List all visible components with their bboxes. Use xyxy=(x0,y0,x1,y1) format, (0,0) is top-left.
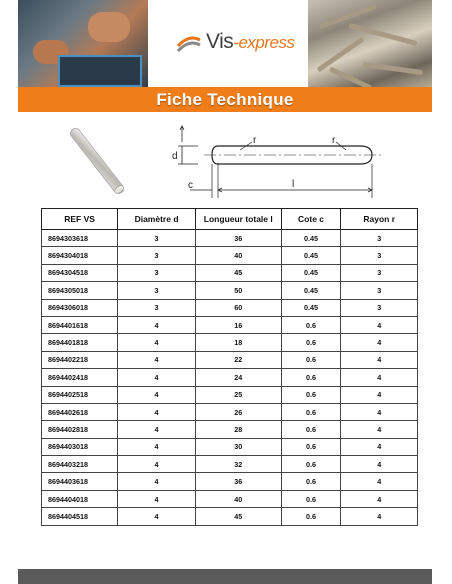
cell-diameter: 4 xyxy=(118,334,196,351)
cell-radius: 4 xyxy=(341,369,418,386)
cell-length: 28 xyxy=(195,421,281,438)
cell-diameter: 4 xyxy=(118,386,196,403)
column-header: REF VS xyxy=(42,209,118,230)
cell-length: 36 xyxy=(195,230,281,247)
cell-cote: 0.45 xyxy=(281,264,341,281)
cell-length: 36 xyxy=(195,473,281,490)
table-row xyxy=(42,299,418,316)
cell-length: 22 xyxy=(195,351,281,368)
table-row xyxy=(42,421,418,438)
cell-length: 32 xyxy=(195,456,281,473)
cell-length: 40 xyxy=(195,247,281,264)
table-row xyxy=(42,438,418,455)
cell-diameter: 4 xyxy=(118,490,196,507)
cell-diameter: 4 xyxy=(118,421,196,438)
cell-diameter: 4 xyxy=(118,351,196,368)
column-header: Diamètre d xyxy=(118,209,196,230)
pin-technical-diagram xyxy=(160,122,400,202)
table-row xyxy=(42,247,418,264)
cell-diameter: 3 xyxy=(118,264,196,281)
cell-ref: 8694403618 xyxy=(42,473,118,490)
cell-length: 50 xyxy=(195,282,281,299)
cell-length: 24 xyxy=(195,369,281,386)
cell-ref: 8694304518 xyxy=(42,264,118,281)
table-row xyxy=(42,473,418,490)
brand-name-suffix: -express xyxy=(233,33,295,52)
cell-diameter: 4 xyxy=(118,403,196,420)
cell-cote: 0.6 xyxy=(281,456,341,473)
cell-radius: 4 xyxy=(341,508,418,525)
cell-length: 45 xyxy=(195,508,281,525)
cell-ref: 8694304018 xyxy=(42,247,118,264)
cell-radius: 4 xyxy=(341,334,418,351)
cell-radius: 4 xyxy=(341,456,418,473)
cell-radius: 4 xyxy=(341,490,418,507)
label-d: d xyxy=(172,151,178,162)
cell-diameter: 3 xyxy=(118,282,196,299)
cell-cote: 0.6 xyxy=(281,386,341,403)
cell-cote: 0.6 xyxy=(281,421,341,438)
cell-ref: 8694402818 xyxy=(42,421,118,438)
cell-radius: 4 xyxy=(341,316,418,333)
cell-diameter: 3 xyxy=(118,299,196,316)
cell-length: 45 xyxy=(195,264,281,281)
table-row xyxy=(42,334,418,351)
cell-radius: 3 xyxy=(341,247,418,264)
cell-radius: 4 xyxy=(341,386,418,403)
title-banner xyxy=(18,87,432,112)
table-row xyxy=(42,456,418,473)
cell-ref: 8694401618 xyxy=(42,316,118,333)
cell-cote: 0.6 xyxy=(281,403,341,420)
cell-diameter: 3 xyxy=(118,247,196,264)
cell-cote: 0.45 xyxy=(281,247,341,264)
cell-diameter: 4 xyxy=(118,473,196,490)
table-row xyxy=(42,316,418,333)
screw-shape xyxy=(363,62,423,75)
cell-radius: 3 xyxy=(341,299,418,316)
label-c: c xyxy=(188,180,193,191)
footer-bar xyxy=(18,569,432,584)
cell-diameter: 4 xyxy=(118,369,196,386)
column-header: Rayon r xyxy=(341,209,418,230)
table-row xyxy=(42,490,418,507)
cell-length: 40 xyxy=(195,490,281,507)
cell-radius: 4 xyxy=(341,403,418,420)
cell-cote: 0.6 xyxy=(281,369,341,386)
screw-shape xyxy=(329,67,372,87)
cell-length: 60 xyxy=(195,299,281,316)
hand-shape xyxy=(88,12,130,42)
cell-cote: 0.45 xyxy=(281,230,341,247)
column-header: Cote c xyxy=(281,209,341,230)
cell-length: 26 xyxy=(195,403,281,420)
cell-length: 18 xyxy=(195,334,281,351)
cell-radius: 4 xyxy=(341,438,418,455)
workshop-photo xyxy=(18,0,148,87)
table-row xyxy=(42,351,418,368)
table-row xyxy=(42,369,418,386)
cell-radius: 4 xyxy=(341,473,418,490)
cell-diameter: 4 xyxy=(118,508,196,525)
cell-cote: 0.6 xyxy=(281,490,341,507)
cell-length: 25 xyxy=(195,386,281,403)
cell-cote: 0.45 xyxy=(281,282,341,299)
cell-diameter: 3 xyxy=(118,230,196,247)
cell-cote: 0.6 xyxy=(281,334,341,351)
table-row xyxy=(42,403,418,420)
column-header: Longueur totale l xyxy=(195,209,281,230)
cell-ref: 8694303618 xyxy=(42,230,118,247)
cell-radius: 4 xyxy=(341,351,418,368)
table-row xyxy=(42,264,418,281)
cell-ref: 8694404518 xyxy=(42,508,118,525)
cell-ref: 8694306018 xyxy=(42,299,118,316)
parts-tray xyxy=(58,55,142,87)
cell-cote: 0.6 xyxy=(281,438,341,455)
cell-length: 16 xyxy=(195,316,281,333)
cell-radius: 3 xyxy=(341,282,418,299)
screws-photo xyxy=(308,0,432,87)
cell-ref: 8694404018 xyxy=(42,490,118,507)
label-l: l xyxy=(292,179,295,190)
cell-diameter: 4 xyxy=(118,316,196,333)
cell-radius: 4 xyxy=(341,421,418,438)
screw-shape xyxy=(317,37,365,73)
cell-diameter: 4 xyxy=(118,438,196,455)
cell-ref: 8694305018 xyxy=(42,282,118,299)
cell-cote: 0.6 xyxy=(281,316,341,333)
cell-cote: 0.6 xyxy=(281,508,341,525)
label-r-right: r xyxy=(332,135,336,146)
cell-ref: 8694402618 xyxy=(42,403,118,420)
cell-length: 30 xyxy=(195,438,281,455)
table-row xyxy=(42,282,418,299)
page-title: Fiche Technique xyxy=(156,90,294,109)
cell-ref: 8694402418 xyxy=(42,369,118,386)
cell-ref: 8694402218 xyxy=(42,351,118,368)
spec-table xyxy=(41,208,418,526)
cell-radius: 3 xyxy=(341,230,418,247)
table-row xyxy=(42,230,418,247)
brand-logo xyxy=(206,30,294,54)
cell-radius: 3 xyxy=(341,264,418,281)
label-r-left: r xyxy=(253,135,257,146)
cell-cote: 0.6 xyxy=(281,473,341,490)
table-row xyxy=(42,508,418,525)
brand-name: Vis xyxy=(206,30,234,53)
cell-ref: 8694402518 xyxy=(42,386,118,403)
pin-product-image xyxy=(55,124,140,199)
cell-ref: 8694403218 xyxy=(42,456,118,473)
header-banner xyxy=(18,0,432,87)
cell-ref: 8694401818 xyxy=(42,334,118,351)
brand-logo-icon xyxy=(176,34,202,56)
cell-cote: 0.6 xyxy=(281,351,341,368)
table-row xyxy=(42,386,418,403)
cell-cote: 0.45 xyxy=(281,299,341,316)
table-header-row xyxy=(42,209,418,230)
cell-ref: 8694403018 xyxy=(42,438,118,455)
cell-diameter: 4 xyxy=(118,456,196,473)
